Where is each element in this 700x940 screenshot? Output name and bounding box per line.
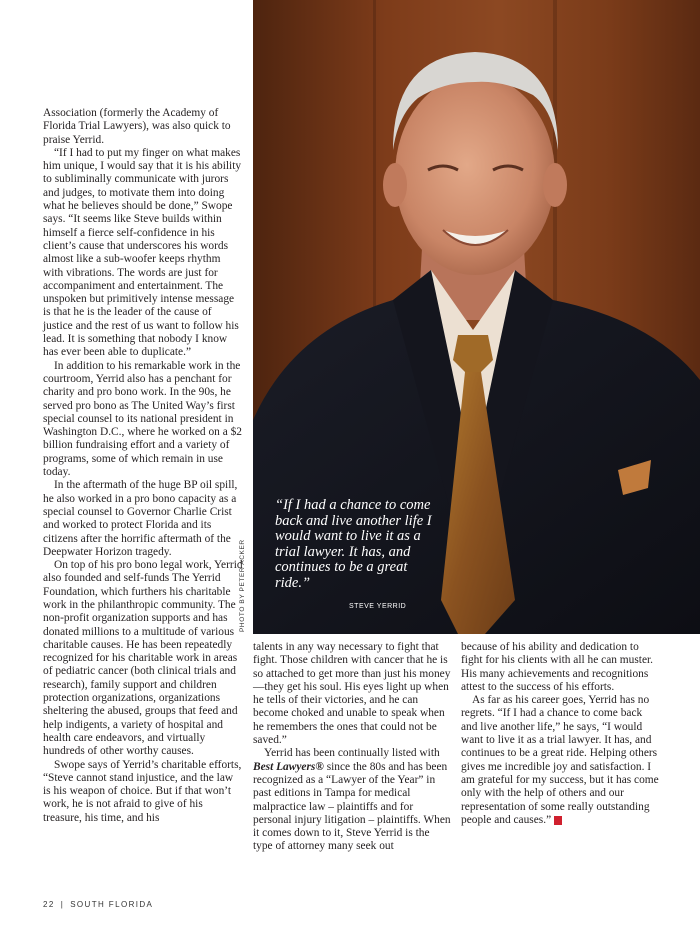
- pull-quote-attribution: STEVE YERRID: [349, 603, 407, 610]
- paragraph: Association (formerly the Academy of Florida Trial Lawyers), was also quick to praise Yerrid.: [43, 107, 231, 146]
- paragraph: In the aftermath of the huge BP oil spill, he also worked in a pro bono capacity as a special counsel to Governor Charlie Crist and worked to protect Florida and its citizens after the horrific aftermath of the Deepwater Horizon tragedy.: [43, 479, 238, 558]
- paragraph: Swope says of Yerrid’s charitable efforts, “Steve cannot stand injustice, and the law is his weapon of choice. But if that won’t work, he is not afraid to give of his treasure, his time, and his: [43, 758, 242, 824]
- text-run: Yerrid has been continually listed with: [264, 747, 440, 760]
- end-mark-icon: B: [554, 816, 562, 825]
- text-run: As far as his career goes, Yerrid has no regrets. “If I had a chance to come back and live another life,” he says, “I would want to live it as a trial lawyer. It has, and continues to be a great ride. Helping others gives me incredible joy and satisfaction. I am grateful for my success, but it has come only with the help of others and our representation of some really outstanding people and causes.”: [461, 694, 659, 826]
- text-run: since the 80s and has been recognized as a “Lawyer of the Year” in past editions in Tampa for medical malpractice law – plaintiffs and for personal injury litigation – plaintiffs. When it comes down to it, Steve Yerrid is the type of attorney many seek out: [253, 760, 451, 853]
- article-column-1: [43, 107, 243, 825]
- paragraph: In addition to his remarkable work in the courtroom, Yerrid also has a penchant for charity and pro bono work. In the 90s, he served pro bono as The United Way’s first special counsel to its national president in Washington D.C., where he worked on a $2 billion fundraising effort and a variety of programs, some of which remain in use today.: [43, 359, 243, 479]
- article-column-2: [253, 641, 451, 854]
- publication-name: Best Lawyers®: [253, 760, 324, 773]
- article-column-3: [461, 641, 659, 827]
- photo-credit: PHOTO BY PETER ACKER: [239, 539, 246, 632]
- pull-quote: “If I had a chance to come back and live another life I would want to live it as a trial lawyer. It has, and continues to be a great ride.”: [275, 497, 432, 591]
- section-name: SOUTH FLORIDA: [70, 900, 154, 909]
- page-number: 22: [43, 900, 55, 909]
- page-footer: [43, 900, 153, 909]
- footer-separator: |: [60, 900, 65, 909]
- paragraph: “If I had to put my finger on what makes him unique, I would say that it is his ability to subliminally communicate with jurors and judges, to motivate them into doing what he believes should be done,” Swope says. “It seems like Steve builds within himself a fierce self-confidence in his client’s cause that underscores his words almost like a sub-woofer keeps rhythm with vibrations. The words are just for accompaniment and entertainment. The unspoken but primitively intense message is that he is the leader of the cause of justice and the rest of us want to follow his lead. It is something that nobody I know has ever been able to duplicate.”: [43, 146, 242, 359]
- paragraph: [461, 694, 659, 827]
- paragraph: On top of his pro bono legal work, Yerrid also founded and self-funds The Yerrid Foundation, which furthers his charitable work in the philanthropic community. The non-profit organization supports and has donated millions to a multitude of various charitable causes. He has been repeatedly recognized for his charitable work in areas of pediatric cancer (both clinical trials and research), family support and children protection organizations, organizations sheltering the abused, groups that feed and help indigents, a variety of hospital and health care endeavors, and virtually hundreds of other worthy causes.: [43, 559, 243, 758]
- paragraph: talents in any way necessary to fight that fight. Those children with cancer that he is so attached to get more than just his money—they get his soul. His eyes light up when he tells of their victories, and he can become choked and unable to speak when he remembers the ones that could not be saved.”: [253, 641, 451, 747]
- paragraph: [253, 747, 451, 853]
- paragraph: because of his ability and dedication to fight for his clients with all he can muster. His many achievements and recognitions attest to the success of his efforts.: [461, 641, 654, 693]
